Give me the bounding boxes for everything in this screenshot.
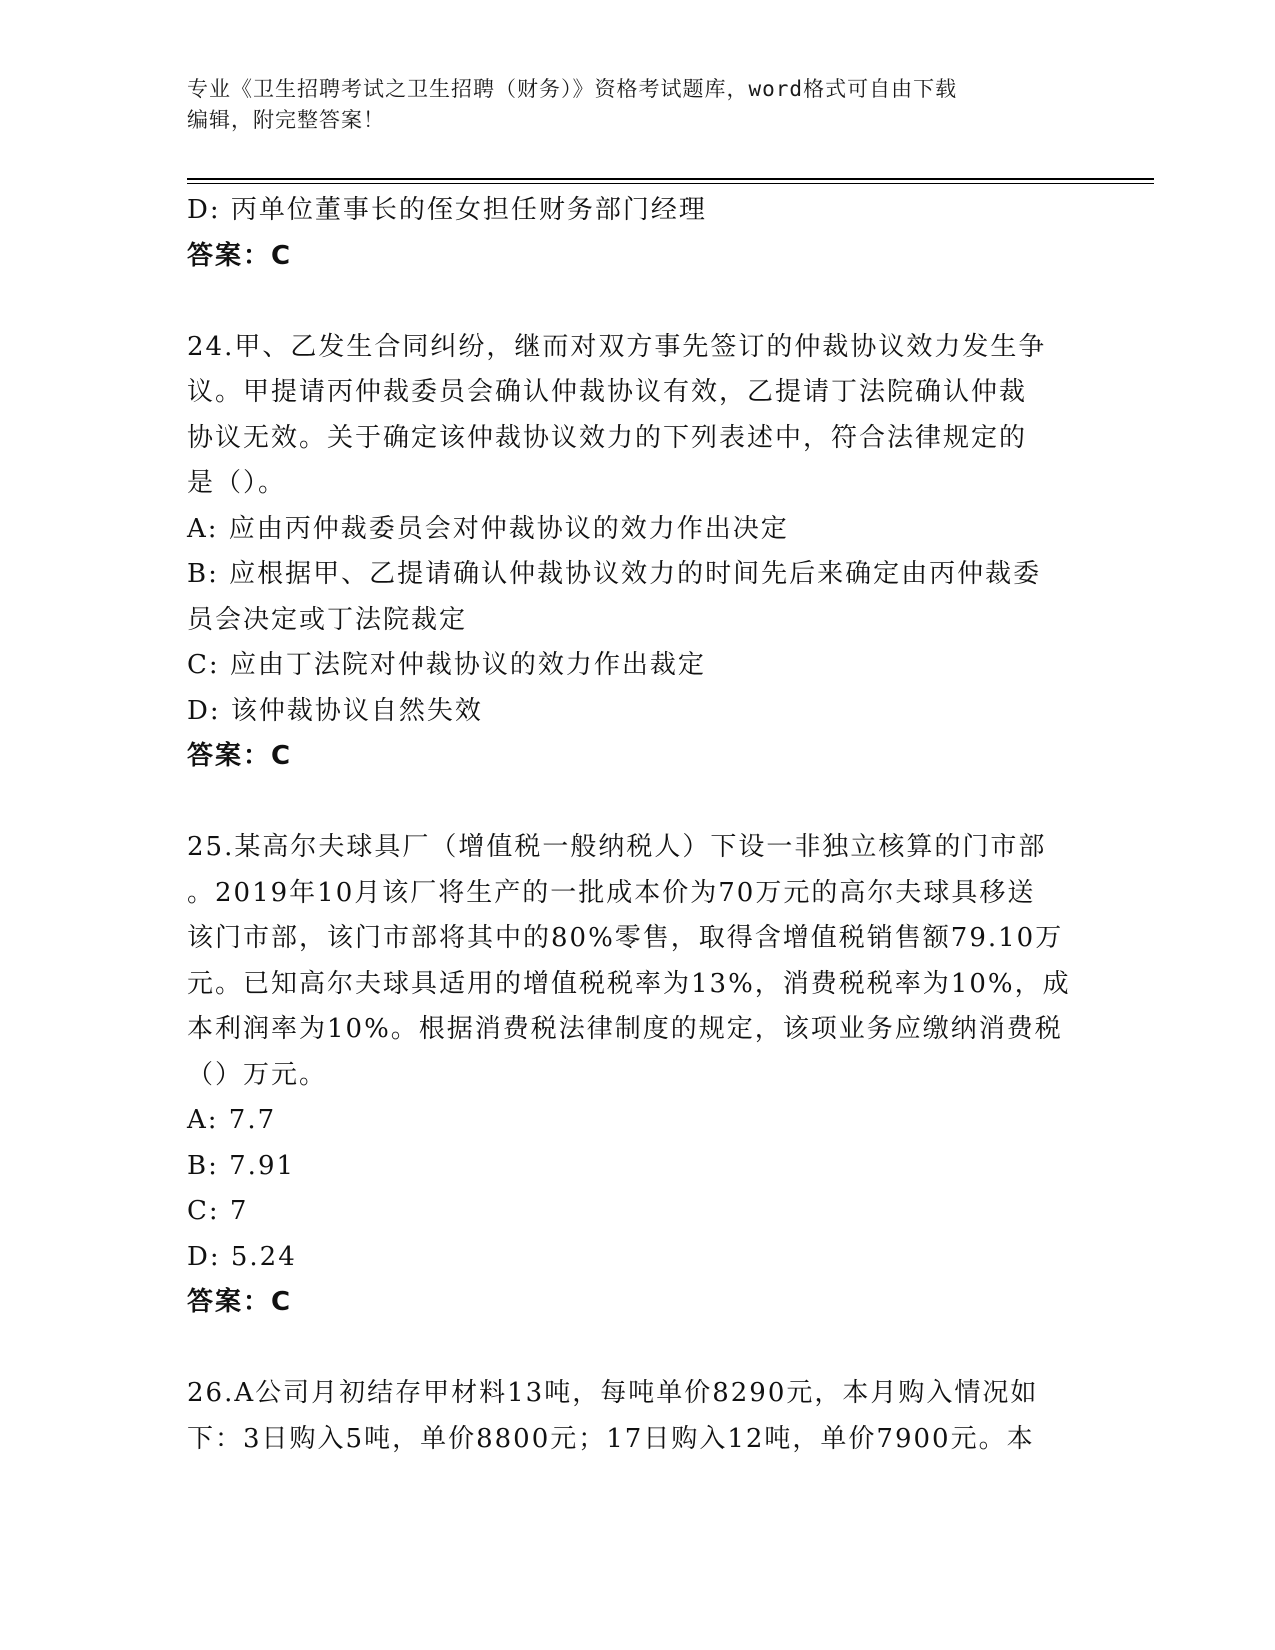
header-line-1: 专业《卫生招聘考试之卫生招聘（财务）》资格考试题库，word格式可自由下载 xyxy=(187,77,958,101)
answer: 答案：C xyxy=(187,240,293,271)
answer: 答案：C xyxy=(187,1287,293,1317)
question-text-line: 元。已知高尔夫球具适用的增值税税率为13%，消费税税率为10%，成 xyxy=(187,968,1071,999)
page-header xyxy=(187,74,1087,136)
question-text-line: 协议无效。关于确定该仲裁协议效力的下列表述中，符合法律规定的 xyxy=(187,422,1028,453)
question-text-line: 本利润率为10%。根据消费税法律制度的规定，该项业务应缴纳消费税 xyxy=(187,1014,1063,1044)
option-b-continued: 员会决定或丁法院裁定 xyxy=(187,604,468,635)
option-a: A: 应由丙仲裁委员会对仲裁协议的效力作出决定 xyxy=(187,513,789,544)
prev-question-tail xyxy=(187,188,1087,279)
document-body xyxy=(187,188,1087,1462)
question-text-line: 该门市部，该门市部将其中的80%零售，取得含增值税销售额79.10万 xyxy=(187,923,1064,953)
spacer xyxy=(187,1326,1087,1372)
question-text-line: （）万元。 xyxy=(187,1059,328,1090)
question-text-line: 是（）。 xyxy=(187,468,287,498)
option-a: A: 7.7 xyxy=(187,1105,277,1135)
header-divider-thick xyxy=(187,178,1154,180)
answer: 答案：C xyxy=(187,741,293,771)
question-24 xyxy=(187,325,1087,780)
question-text-line: 下：3日购入5吨，单价8800元；17日购入12吨，单价7900元。本 xyxy=(187,1423,1035,1454)
question-25 xyxy=(187,825,1087,1326)
option-c: C: 7 xyxy=(187,1196,249,1226)
question-text-line: 。2019年10月该厂将生产的一批成本价为70万元的高尔夫球具移送 xyxy=(187,877,1036,908)
spacer xyxy=(187,780,1087,826)
question-text-line: 24.甲、乙发生合同纠纷，继而对双方事先签订的仲裁协议效力发生争 xyxy=(187,331,1047,362)
question-26 xyxy=(187,1371,1087,1462)
option-b: B: 应根据甲、乙提请确认仲裁协议效力的时间先后来确定由丙仲裁委 xyxy=(187,559,1042,589)
spacer xyxy=(187,279,1087,325)
question-text-line: 25.某高尔夫球具厂（增值税一般纳税人）下设一非独立核算的门市部 xyxy=(187,832,1047,862)
option-d: D: 该仲裁协议自然失效 xyxy=(187,695,483,726)
question-text-line: 26.A公司月初结存甲材料13吨，每吨单价8290元，本月购入情况如 xyxy=(187,1378,1039,1408)
option-c: C: 应由丁法院对仲裁协议的效力作出裁定 xyxy=(187,650,706,680)
option-d: D: 5.24 xyxy=(187,1241,297,1272)
question-text-line: 议。甲提请丙仲裁委员会确认仲裁协议有效，乙提请丁法院确认仲裁 xyxy=(187,377,1028,407)
option-d: D: 丙单位董事长的侄女担任财务部门经理 xyxy=(187,195,707,225)
option-b: B: 7.91 xyxy=(187,1150,296,1181)
header-line-2: 编辑，附完整答案！ xyxy=(187,108,385,132)
header-divider-thin xyxy=(187,183,1154,184)
